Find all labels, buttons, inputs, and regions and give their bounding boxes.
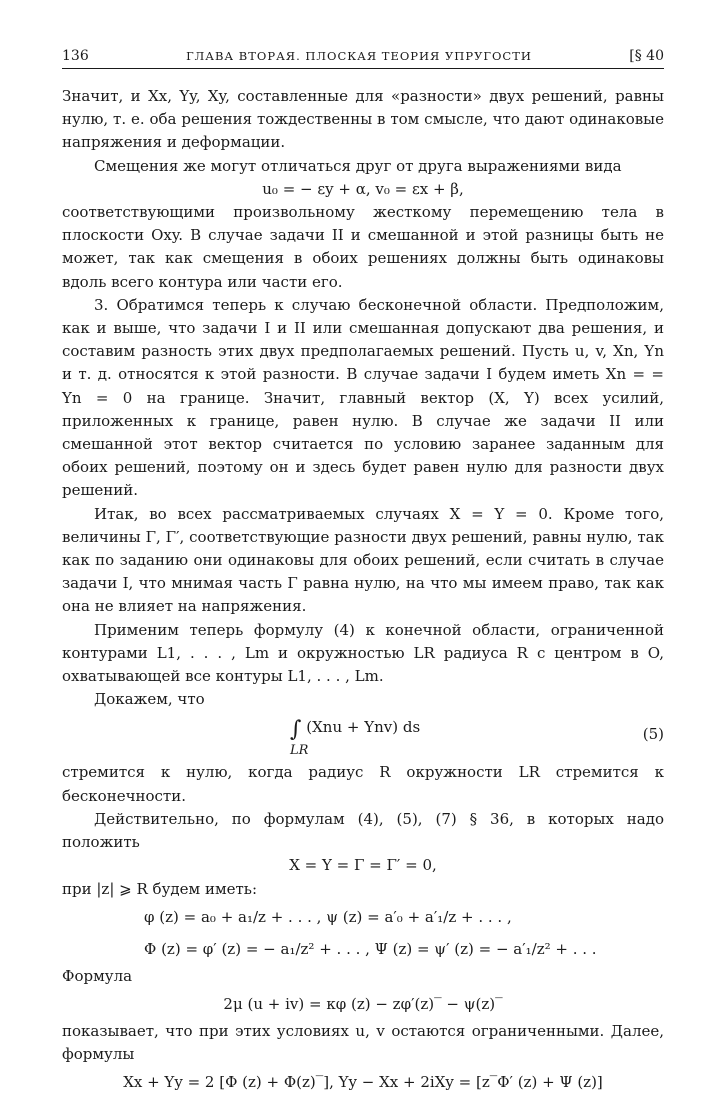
paragraph: показывает, что при этих условиях u, v остаются ограниченными. Далее, формулы (62, 1021, 664, 1064)
integral-equation (62, 711, 664, 761)
paragraph: Смещения же могут отличаться друг от друга выражениями вида (94, 156, 622, 175)
integral-expression: ∫ (Xnu + Ynv) ds (290, 717, 421, 743)
page-number: 136 (62, 48, 89, 64)
paragraph: стремится к нулю, когда радиус R окружности LR стремится к бесконечности. (62, 763, 664, 805)
paragraph: при |z| ⩾ R будем иметь: (62, 879, 258, 898)
paragraph: 3. Обратимся теперь к случаю бесконечной области. Предположим, как и выше, что задачи I и II или смешанная допускают два решения, и составим разность этих двух предполагаемых решений. Пусть u, v, Xn, Yn и т. д. относятся к этой разности. В случае задачи I будем иметь Xn = = Yn = 0 на границе. Значит, главный вектор (X, Y) всех усилий, приложенных к границе, равен нулю. В случае же задачи II или смешанной этот вектор считается по условию заранее заданным для обоих решений, поэтому он и здесь будет равен нулю для разности двух решений. (62, 295, 664, 500)
paragraph: Итак, во всех рассматриваемых случаях X = Y = 0. Кроме того, величины Γ, Γ′, соответствующие разности двух решений, равны нулю, так как по заданию они одинаковы для обоих решений, если считать в случае задачи I, что мнимая часть Γ равна нулю, на что мы имеем право, так как она не влияет на напряжения. (62, 504, 664, 616)
section-ref: [§ 40 (629, 48, 664, 64)
paragraph: Значит, и Xx, Yy, Xy, составленные для «разности» двух решений, равны нулю, т. е. оба решения тождественны в том смысле, что дают одинаковые напряжения и деформации. (62, 87, 664, 152)
book-page (62, 48, 664, 1098)
equation: X = Y = Γ = Γ′ = 0, (289, 856, 437, 875)
equation: u₀ = − εy + α, v₀ = εx + β, (262, 179, 464, 198)
equation-number: (5) (642, 725, 664, 744)
paragraph: Докажем, что (94, 690, 205, 709)
paragraph: Действительно, по формулам (4), (5), (7) § 36, в которых надо положить (62, 809, 664, 852)
paragraph: соответствующими произвольному жесткому перемещению тела в плоскости Oxy. В случае задачи II и смешанной и этой разницы быть не может, так как смещения в обоих решениях должны быть одинаковы вдоль всего контура или части его. (62, 203, 664, 291)
equation: Xx + Yy = 2 [Φ (z) + Φ(z)‾], Yy − Xx + 2iXy = [z‾Φ′ (z) + Ψ (z)] (123, 1073, 603, 1092)
running-header (62, 48, 664, 69)
paragraph: Формула (62, 966, 133, 985)
chapter-title: ГЛАВА ВТОРАЯ. ПЛОСКАЯ ТЕОРИЯ УПРУГОСТИ (186, 49, 532, 63)
integral-subscript: LR (290, 743, 309, 759)
paragraph: Применим теперь формулу (4) к конечной области, ограниченной контурами L1, . . . , Lm и окружностью LR радиуса R с центром в O, охватывающей все контуры L1, . . . , Lm. (62, 620, 664, 686)
equation: Φ (z) = φ′ (z) = − a₁/z² + . . . , Ψ (z) = ψ′ (z) = − a′₁/z² + . . . (144, 939, 597, 958)
equation: φ (z) = a₀ + a₁/z + . . . , ψ (z) = a′₀ + a′₁/z + . . . , (144, 907, 512, 926)
equation: 2μ (u + iv) = κφ (z) − zφ′(z)‾ − ψ(z)‾ (223, 994, 503, 1013)
